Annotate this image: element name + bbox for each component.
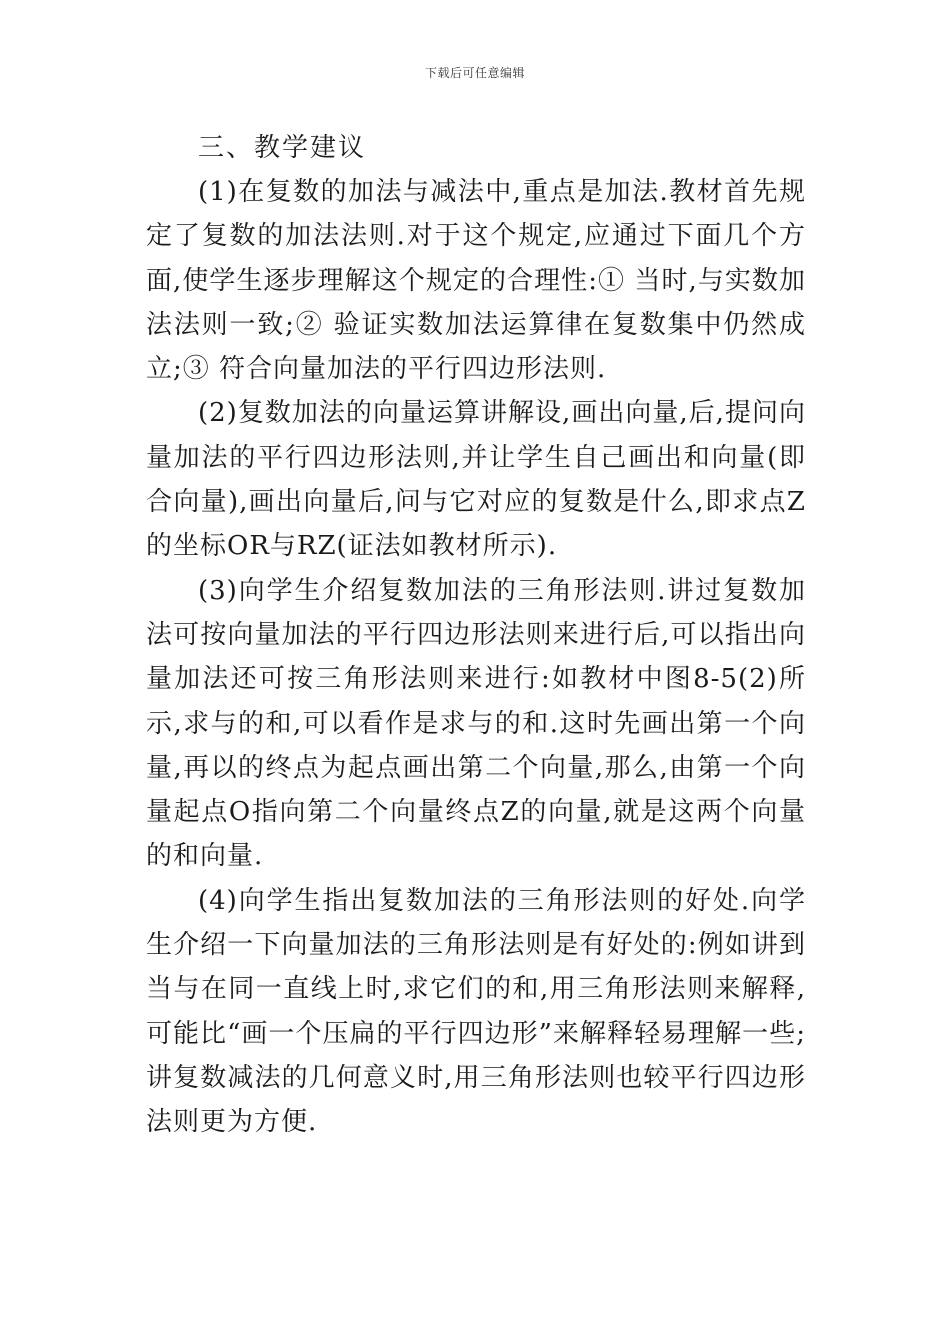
paragraph-1: (1)在复数的加法与减法中,重点是加法.教材首先规定了复数的加法法则.对于这个规定,应通过下面几个方面,使学生逐步理解这个规定的合理性:① 当时,与实数加法法则一致;② 验证实数加法运算律在复数集中仍然成立;③ 符合向量加法的平行四边形法则. — [146, 177, 806, 385]
page-header: 下载后可任意编辑 — [424, 66, 525, 80]
document-body — [146, 126, 806, 1145]
paragraph-2: (2)复数加法的向量运算讲解设,画出向量,后,提问向量加法的平行四边形法则,并让学生自己画出和向量(即合向量),画出向量后,问与它对应的复数是什么,即求点Z的坐标OR与RZ(证法如教材所示). — [146, 398, 806, 562]
paragraph-3: (3)向学生介绍复数加法的三角形法则.讲过复数加法可按向量加法的平行四边形法则来进行后,可以指出向量加法还可按三角形法则来进行:如教材中图8-5(2)所示,求与的和,可以看作是求与的和.这时先画出第一个向量,再以的终点为起点画出第二个向量,那么,由第一个向量起点O指向第二个向量终点Z的向量,就是这两个向量的和向量. — [146, 575, 806, 872]
section-heading: 三、教学建议 — [198, 133, 367, 163]
paragraph-4: (4)向学生指出复数加法的三角形法则的好处.向学生介绍一下向量加法的三角形法则是有好处的:例如讲到当与在同一直线上时,求它们的和,用三角形法则来解释,可能比“画一个压扁的平行四边形”来解释轻易理解一些;讲复数减法的几何意义时,用三角形法则也较平行四边形法则更为方便. — [146, 885, 806, 1138]
